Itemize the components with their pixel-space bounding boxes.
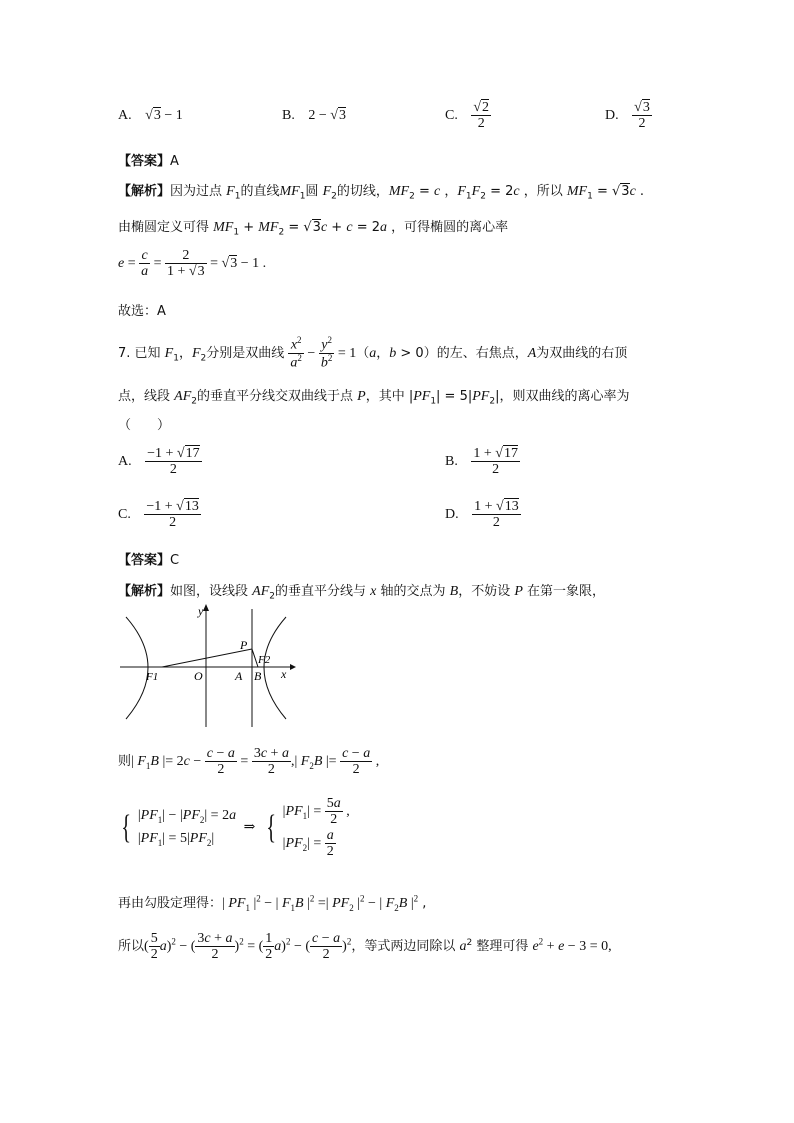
q7-analysis-intro: 【解析】如图，设线段 $AF_2$的垂直平分线与 x 轴的交点为 B，不妨设 P 在第一象限，: [118, 584, 606, 602]
q7-option-a: A. $\frac{-1 + √17}{2}$: [118, 446, 200, 478]
analysis-label: 【解析】: [118, 184, 171, 199]
option-letter: B.: [445, 454, 458, 470]
q7-analysis-pythag: 再由勾股定理得：| $PF_1$ $|^2$ − | $F_1B$ $|^2$ =| $PF_2$ $|^2$ − | $F_2B$ $|^2$ ,: [118, 893, 427, 913]
q7-answer: [118, 549, 179, 568]
hyperbola-figure: [118, 603, 298, 727]
label-a: A: [235, 669, 243, 683]
q7-option-b: B. $\frac{1 + √17}{2}$: [445, 446, 518, 478]
q6-answer: [118, 150, 179, 169]
label-b: B: [254, 669, 262, 683]
q6-analysis-line-2: 由椭圆定义可得 $MF_1 + MF_2 = √3c + c = 2a$ ，可得椭圆的离心率: [118, 220, 509, 238]
answer-value: A: [170, 154, 179, 169]
option-letter: C.: [445, 108, 458, 124]
option-den: 2: [169, 515, 177, 531]
q6-analysis-line-3: e = $\frac{c}{a}$ = $\frac{2}{1 + √3}$ = √3 − 1 .: [118, 248, 267, 280]
x-axis-arrow: [290, 664, 296, 670]
q7-stem-line-2: 点，线段 $AF_2$的垂直平分线交双曲线于点 P，其中 $|PF_1| = 5|PF_2|$，则双曲线的离心率为: [118, 389, 630, 407]
segment-f1-p: [162, 649, 252, 667]
hyperbola-left-branch: [126, 617, 148, 719]
answer-label: 【答案】: [118, 154, 171, 169]
label-o: O: [194, 669, 203, 683]
label-f1: F1: [146, 671, 159, 683]
option-letter: B.: [282, 108, 295, 123]
option-letter: D.: [445, 507, 459, 523]
option-den: 2: [492, 462, 500, 478]
q6-analysis-line-1: 【解析】因为过点 $F_1$的直线$MF_1$圆 $F_2$的切线，$MF_2 = c$ ，$F_1F_2 = 2c$ ，所以 $MF_1 = √3c$ .: [118, 184, 645, 202]
label-x: x: [281, 667, 287, 681]
option-letter: A.: [118, 454, 132, 470]
q6-conclusion: 故选：A: [118, 304, 166, 319]
q7-stem-line-1: 7. 已知 $F_1$，$F_2$分别是双曲线 $\frac{x^2}{a^2}$ − $\frac{y^2}{b^2}$ = 1（a，b > 0）的左、右焦点，A为双曲线的右顶: [118, 335, 628, 371]
q6-option-a: A. √3 − 1: [118, 108, 183, 123]
option-letter: A.: [118, 108, 132, 123]
option-letter: D.: [605, 108, 619, 124]
q6-option-c: C. $\frac{√2}{2}$: [445, 100, 490, 132]
label-p: P: [240, 638, 248, 652]
q7-option-c: C. $\frac{-1 + √13}{2}$: [118, 499, 199, 531]
label-y: y: [198, 604, 204, 618]
y-axis-arrow: [203, 604, 209, 611]
q7-option-d: D. $\frac{1 + √13}{2}$: [445, 499, 519, 531]
q7-analysis-system: { $|PF_1| - |PF_2| = 2a$ $|PF_1| = 5|PF_2|$ ⇒ { $|PF_1|$ = $\frac{5a}{2}$ , $|PF_2|$ = $\frac{a}{2}$: [121, 796, 350, 860]
answer-label: 【答案】: [118, 553, 171, 568]
q7-analysis-then: 则| $F_1B$ |= 2c − $\frac{c - a}{2}$ = $\frac{3c + a}{2}$ ,| $F_2B$ |= $\frac{c - a}{2}$ ,: [118, 746, 380, 778]
q7-analysis-final: 所以( $\frac{5}{2}$ a)$^2$ − ( $\frac{3c + a}{2}$ )$^2$ = ( $\frac{1}{2}$ a)$^2$ − ( $\frac{c - a}{2}$ )$^2$，等式两边同除以 $a^2$ 整理可得 $e^2 + e - 3 = 0$,: [118, 931, 612, 963]
label-f2: F2: [258, 654, 271, 666]
question-number: 7.: [118, 345, 131, 361]
analysis-label: 【解析】: [118, 584, 171, 599]
q7-stem-line-3: （ ）: [118, 418, 171, 433]
option-den: 2: [169, 462, 177, 478]
q6-option-b: B. 2 − √3: [282, 108, 346, 123]
option-letter: C.: [118, 507, 131, 523]
option-den: 2: [492, 515, 500, 531]
answer-value: C: [170, 553, 180, 568]
q6-option-d: D. $\frac{√3}{2}$: [605, 100, 650, 132]
